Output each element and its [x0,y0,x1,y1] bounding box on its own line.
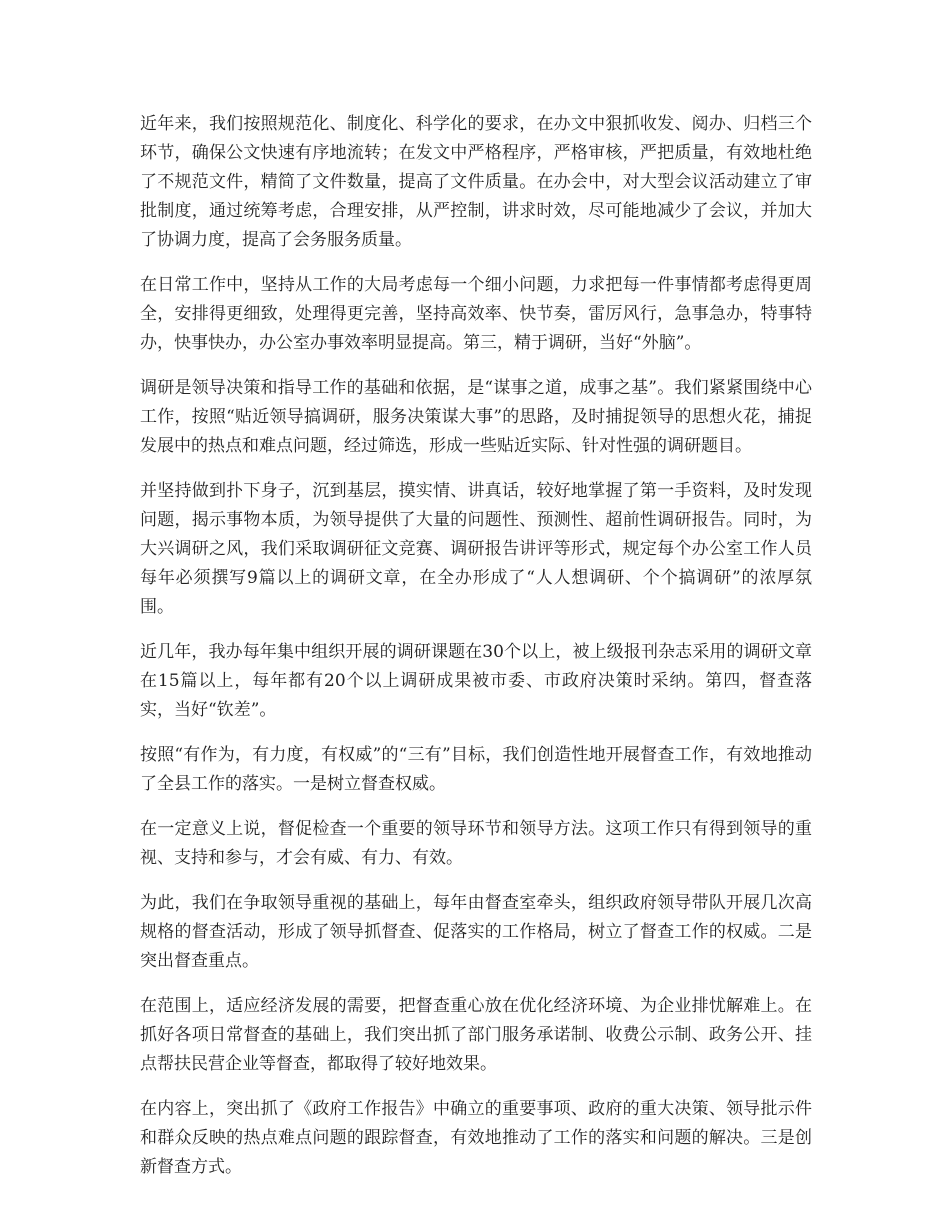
paragraph-1: 近年来，我们按照规范化、制度化、科学化的要求，在办文中狠抓收发、阅办、归档三个环节，确保公文快速有序地流转；在发文中严格程序，严格审核，严把质量，有效地杜绝了不规范文件，精简了文件数量，提高了文件质量。在办会中，对大型会议活动建立了审批制度，通过统筹考虑，合理安排，从严控制，讲求时效，尽可能地减少了会议，并加大了协调力度，提高了会务服务质量。 [140,114,812,250]
paragraph-8: 为此，我们在争取领导重视的基础上，每年由督查室牵头，组织政府领导带队开展几次高规格的督查活动，形成了领导抓督查、促落实的工作格局，树立了督查工作的权威。二是突出督查重点。 [140,893,812,971]
paragraph-3: 调研是领导决策和指导工作的基础和依据，是“谋事之道，成事之基”。我们紧紧围绕中心工作，按照“贴近领导搞调研，服务决策谋大事”的思路，及时捕捉领导的思想火花，捕捉发展中的热点和难点问题，经过筛选，形成一些贴近实际、针对性强的调研题目。 [140,378,812,456]
paragraph-7: 在一定意义上说，督促检查一个重要的领导环节和领导方法。这项工作只有得到领导的重视、支持和参与，才会有威、有力、有效。 [140,819,812,868]
paragraph-5: 近几年，我办每年集中组织开展的调研课题在30个以上，被上级报刊杂志采用的调研文章在15篇以上，每年都有20个以上调研成果被市委、市政府决策时采纳。第四，督查落实，当好“钦差”。 [140,642,812,720]
paragraph-6: 按照“有作为，有力度，有权威”的“三有”目标，我们创造性地开展督查工作，有效地推动了全县工作的落实。一是树立督查权威。 [140,745,812,794]
paragraph-9: 在范围上，适应经济发展的需要，把督查重心放在优化经济环境、为企业排忧解难上。在抓好各项日常督查的基础上，我们突出抓了部门服务承诺制、收费公示制、政务公开、挂点帮扶民营企业等督查，都取得了较好地效果。 [140,996,812,1074]
paragraph-4: 并坚持做到扑下身子，沉到基层，摸实情、讲真话，较好地掌握了第一手资料，及时发现问题，揭示事物本质，为领导提供了大量的问题性、预测性、超前性调研报告。同时，为大兴调研之风，我们采取调研征文竞赛、调研报告讲评等形式，规定每个办公室工作人员每年必须撰写9篇以上的调研文章，在全办形成了“人人想调研、个个搞调研”的浓厚氛围。 [140,481,812,617]
paragraph-10: 在内容上，突出抓了《政府工作报告》中确立的重要事项、政府的重大决策、领导批示件和群众反映的热点难点问题的跟踪督查，有效地推动了工作的落实和问题的解决。三是创新督查方式。 [140,1099,812,1177]
paragraph-2: 在日常工作中，坚持从工作的大局考虑每一个细小问题，力求把每一件事情都考虑得更周全，安排得更细致，处理得更完善，坚持高效率、快节奏，雷厉风行，急事急办，特事特办，快事快办，办公室办事效率明显提高。第三，精于调研，当好“外脑”。 [140,275,812,353]
document-body [140,110,812,1198]
